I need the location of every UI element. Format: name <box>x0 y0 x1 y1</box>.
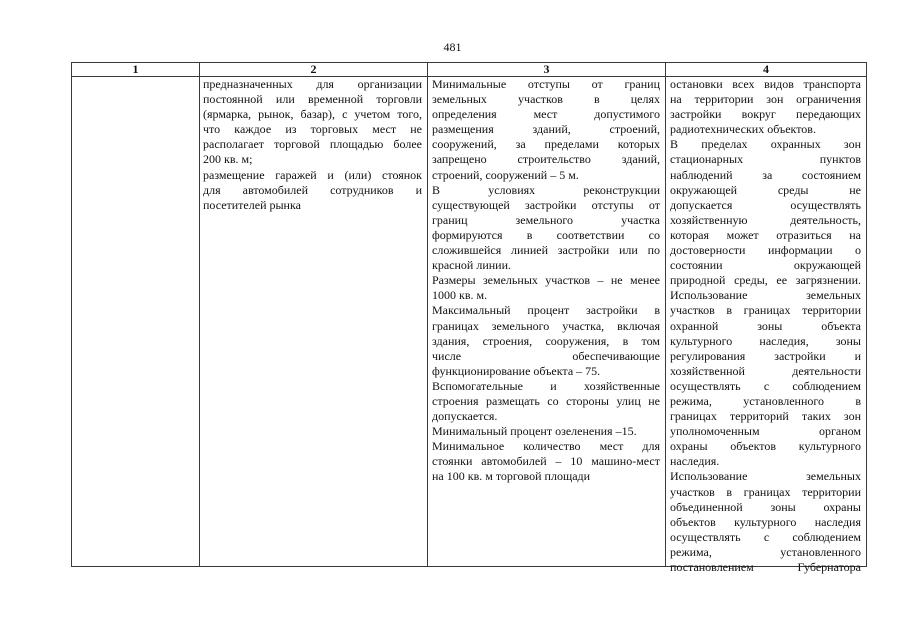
column-border-left <box>71 62 72 567</box>
cell-text-line: существующей застройки отступы от <box>432 197 660 212</box>
cell-text-line: стоянки автомобилей – 10 машино-мест <box>432 454 660 469</box>
cell-text-line: определения мест допустимого <box>432 107 660 122</box>
column-header-1: 1 <box>132 62 139 76</box>
cell-text-line: сложившейся линией застройки или по <box>432 243 660 258</box>
cell-text-line: охранной зоны объекта <box>670 318 861 333</box>
cell-text-line: размещение гаражей и (или) стоянок <box>203 167 422 182</box>
cell-text-line: В пределах охранных зон <box>670 137 861 152</box>
cell-text-line: допускается осуществлять <box>670 197 861 212</box>
cell-text-line: строений, сооружений – 5 м. <box>432 167 579 182</box>
cell-text-line: окружающей среды не <box>670 182 861 197</box>
column-border-2-3 <box>427 62 428 567</box>
cell-text-line: предназначенных для организации <box>203 77 422 91</box>
cell-text-line: Минимальные отступы от границ <box>432 77 660 91</box>
cell-text-line: здания, строения, сооружения, в том <box>432 333 660 348</box>
cell-text-line: Максимальный процент застройки в <box>432 303 660 318</box>
cell-text-line: Минимальное количество мест для <box>432 439 660 454</box>
cell-text-line: что каждое из торговых мест не <box>203 122 422 137</box>
cell-text-line: постоянной или временной торговли <box>203 92 422 107</box>
cell-text-line: уполномоченным органом <box>670 424 861 439</box>
column-header-2: 2 <box>310 62 317 76</box>
cell-text-line: природной среды, ее загрязнении. <box>670 273 861 288</box>
cell-text-line: достоверности информации о <box>670 243 861 258</box>
column-border-3-4 <box>665 62 666 567</box>
cell-text-line: функционирование объекта – 75. <box>432 363 601 378</box>
column-border-1-2 <box>199 62 200 567</box>
column-header-3: 3 <box>543 62 550 76</box>
column-3-cell <box>432 77 660 485</box>
cell-text-line: границах территорий таких зон <box>670 409 861 424</box>
cell-text-line: земельных участков в целях <box>432 92 660 107</box>
cell-text-line: радиотехнических объектов. <box>670 122 816 137</box>
cell-text-line: осуществлять с соблюдением <box>670 529 861 544</box>
cell-text-line: допускается. <box>432 409 498 424</box>
cell-text-line: Размеры земельных участков – не менее <box>432 273 660 288</box>
cell-text-line: объектов культурного наследия <box>670 514 861 529</box>
cell-text-line: наследия. <box>670 454 720 469</box>
cell-text-line: границах земельного участка, включая <box>432 318 660 333</box>
cell-text-line: красной линии. <box>432 258 512 273</box>
cell-text-line: Использование земельных <box>670 469 861 484</box>
cell-text-line: Вспомогательные и хозяйственные <box>432 378 660 393</box>
cell-text-line: посетителей рынка <box>203 197 301 212</box>
cell-text-line: регулирования застройки и <box>670 348 861 363</box>
page-number: 481 <box>443 40 462 54</box>
cell-text-line: остановки всех видов транспорта <box>670 77 861 91</box>
cell-text-line: хозяйственной деятельности <box>670 363 861 378</box>
cell-text-line: которая может отразиться на <box>670 227 861 242</box>
cell-text-line: стационарных пунктов <box>670 152 861 167</box>
cell-text-line: на 100 кв. м торговой площади <box>432 469 591 484</box>
cell-text-line: 200 кв. м; <box>203 152 253 167</box>
cell-text-line: 1000 кв. м. <box>432 288 488 303</box>
cell-text-line: охраны объектов культурного <box>670 439 861 454</box>
cell-text-line: участков в границах территории <box>670 484 861 499</box>
cell-text-line: участков в границах территории <box>670 303 861 318</box>
cell-text-line: располагает торговой площадью более <box>203 137 422 152</box>
cell-text-line: объединенной зоны охраны <box>670 499 861 514</box>
cell-text-line: застройки вокруг передающих <box>670 107 861 122</box>
cell-text-line: запрещено строительство зданий, <box>432 152 660 167</box>
cell-text-line: наблюдений за состоянием <box>670 167 861 182</box>
cell-text-line: на территории зон ограничения <box>670 92 861 107</box>
column-4-cell <box>670 77 861 575</box>
cell-text-line: постановлением Губернатора <box>670 560 861 574</box>
cell-text-line: В условиях реконструкции <box>432 182 660 197</box>
cell-text-line: Использование земельных <box>670 288 861 303</box>
cell-text-line: числе обеспечивающие <box>432 348 660 363</box>
column-header-4: 4 <box>763 62 769 76</box>
cell-text-line: хозяйственную деятельность, <box>670 212 861 227</box>
cell-text-line: (ярмарка, рынок, базар), с учетом того, <box>203 107 422 122</box>
column-2-cell <box>203 77 422 213</box>
cell-text-line: состоянии окружающей <box>670 258 861 273</box>
cell-text-line: режима, установленного <box>670 544 861 559</box>
cell-text-line: для автомобилей сотрудников и <box>203 182 422 197</box>
cell-text-line: формируются в соответствии со <box>432 227 660 242</box>
cell-text-line: Минимальный процент озеленения –15. <box>432 424 637 439</box>
cell-text-line: размещения зданий, строений, <box>432 122 660 137</box>
cell-text-line: культурного наследия, зоны <box>670 333 861 348</box>
cell-text-line: сооружений, за пределами которых <box>432 137 660 152</box>
cell-text-line: строения размещать со стороны улиц не <box>432 393 660 408</box>
cell-text-line: режима, установленного в <box>670 393 861 408</box>
cell-text-line: осуществлять с соблюдением <box>670 378 861 393</box>
column-border-right <box>866 62 867 567</box>
cell-text-line: границ земельного участка <box>432 212 660 227</box>
